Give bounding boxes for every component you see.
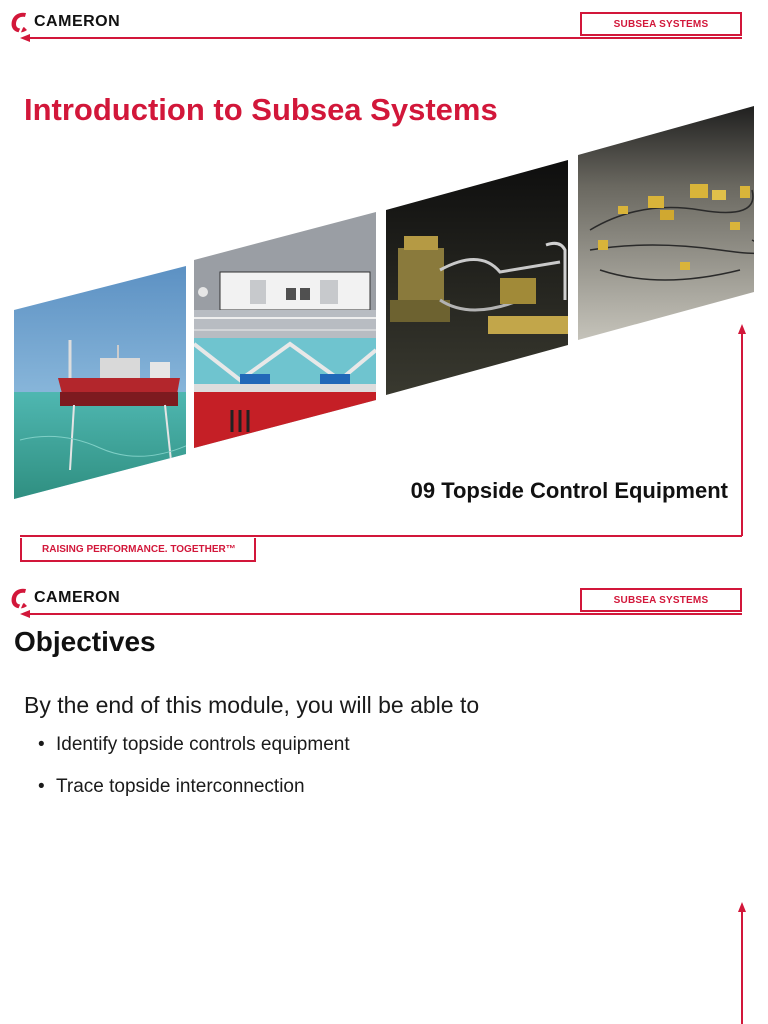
division-box <box>580 588 742 612</box>
objectives-title: Objectives <box>14 626 156 657</box>
division-label: SUBSEA SYSTEMS <box>613 594 709 606</box>
list-item: • Identify topside controls equipment <box>38 734 350 756</box>
division-label: SUBSEA SYSTEMS <box>613 18 709 30</box>
logo-text: CAMERON <box>34 13 121 30</box>
cameron-logo-icon <box>8 585 32 611</box>
list-item: • Trace topside interconnection <box>38 776 350 798</box>
cameron-logo <box>8 584 120 612</box>
page-title: Introduction to Subsea Systems <box>24 92 498 127</box>
subsea-manifold-image <box>380 155 575 400</box>
subsea-field-layout-image <box>574 100 765 345</box>
module-title: 09 Topside Control Equipment <box>410 478 728 503</box>
tagline-box <box>20 538 256 562</box>
objectives-intro: By the end of this module, you will be able to <box>24 692 480 718</box>
objectives-list <box>38 734 350 818</box>
topside-control-room-image <box>190 210 380 452</box>
objectives-slide <box>0 576 768 1024</box>
logo-text: CAMERON <box>34 589 121 606</box>
fpso-vessel-image <box>14 260 189 507</box>
tagline-text: RAISING PERFORMANCE. TOGETHER™ <box>42 543 236 555</box>
